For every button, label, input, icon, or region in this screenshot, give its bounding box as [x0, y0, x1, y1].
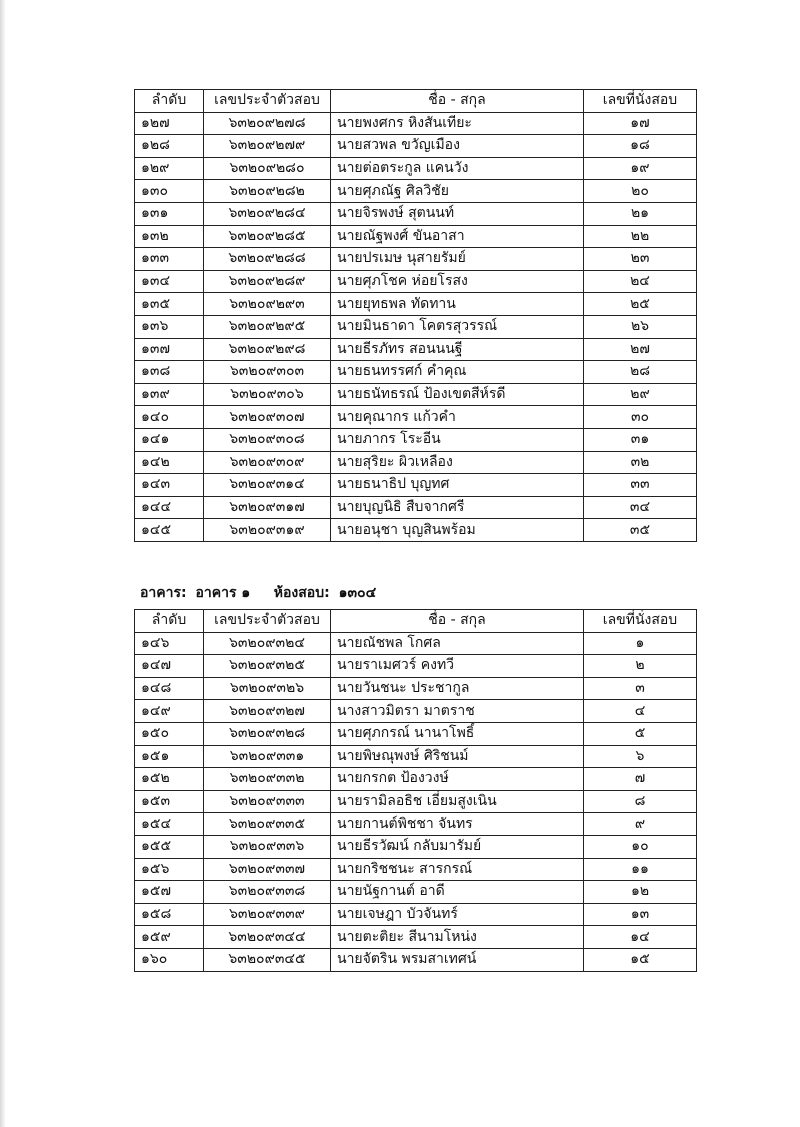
cell-name: นายพงศกร หิงสันเทียะ: [331, 112, 584, 135]
cell-name: นายคุณากร แก้วคำ: [331, 406, 584, 429]
cell-exam-id: ๖๓๒๐๙๒๘๕: [204, 225, 331, 248]
cell-seq: ๑๕๑: [135, 745, 204, 768]
cell-seat: ๑๔: [584, 926, 697, 949]
cell-exam-id: ๖๓๒๐๙๒๙๕: [204, 315, 331, 338]
header-exam-id: เลขประจำตัวสอบ: [204, 610, 331, 633]
cell-name: นายตะติยะ สีนามโหน่ง: [331, 926, 584, 949]
cell-exam-id: ๖๓๒๐๙๒๗๘: [204, 112, 331, 135]
cell-seq: ๑๒๘: [135, 135, 204, 158]
cell-seat: ๑: [584, 632, 697, 655]
header-exam-id: เลขประจำตัวสอบ: [204, 90, 331, 113]
page-edge-shadow: [0, 0, 6, 1127]
cell-seq: ๑๕๖: [135, 858, 204, 881]
cell-name: นายธีรภัทร สอนนนฐี: [331, 338, 584, 361]
table-row: [135, 813, 697, 836]
cell-seq: ๑๓๒: [135, 225, 204, 248]
table-row: [135, 655, 697, 678]
cell-name: นายราเมศวร์ คงทวี: [331, 655, 584, 678]
cell-name: นายสวพล ขวัญเมือง: [331, 135, 584, 158]
cell-seat: ๓: [584, 677, 697, 700]
cell-seq: ๑๔๕: [135, 519, 204, 542]
cell-seat: ๖: [584, 745, 697, 768]
cell-name: นายกรกต ป้องวงษ์: [331, 768, 584, 791]
cell-exam-id: ๖๓๒๐๙๓๐๓: [204, 361, 331, 384]
cell-seat: ๓๑: [584, 428, 697, 451]
exam-seating-table-1: [134, 89, 697, 542]
cell-name: นายธนาธิป บุญทศ: [331, 474, 584, 497]
table-row: [135, 722, 697, 745]
table-row: [135, 768, 697, 791]
cell-seat: ๗: [584, 768, 697, 791]
cell-seq: ๑๕๘: [135, 903, 204, 926]
table-row: [135, 858, 697, 881]
table-row: [135, 700, 697, 723]
cell-seat: ๑๗: [584, 112, 697, 135]
cell-seq: ๑๕๔: [135, 813, 204, 836]
cell-seat: ๓๓: [584, 474, 697, 497]
cell-seat: ๒๒: [584, 225, 697, 248]
cell-seat: ๒๔: [584, 270, 697, 293]
cell-name: นายจัตริน พรมสาเทศน์: [331, 948, 584, 971]
cell-name: นายต่อตระกูล แคนวัง: [331, 157, 584, 180]
cell-seat: ๒๑: [584, 202, 697, 225]
cell-seat: ๑๑: [584, 858, 697, 881]
cell-exam-id: ๖๓๒๐๙๓๒๗: [204, 700, 331, 723]
cell-seat: ๓๒: [584, 451, 697, 474]
cell-exam-id: ๖๓๒๐๙๓๓๑: [204, 745, 331, 768]
cell-name: นายศุภโชค ห่อยโรสง: [331, 270, 584, 293]
table-row: [135, 406, 697, 429]
cell-exam-id: ๖๓๒๐๙๓๓๗: [204, 858, 331, 881]
header-seq: ลำดับ: [135, 610, 204, 633]
cell-seq: ๑๓๕: [135, 293, 204, 316]
cell-name: นายธนัทธรณ์ ป้องเขตสีห์รดี: [331, 383, 584, 406]
cell-seq: ๑๕๐: [135, 722, 204, 745]
cell-exam-id: ๖๓๒๐๙๓๓๓: [204, 790, 331, 813]
cell-name: นายศุภณัฐ ศิลวิชัย: [331, 180, 584, 203]
cell-name: นายภากร โระอีน: [331, 428, 584, 451]
cell-seq: ๑๔๔: [135, 496, 204, 519]
cell-name: นางสาวมิตรา มาตราช: [331, 700, 584, 723]
cell-seq: ๑๔๑: [135, 428, 204, 451]
cell-seat: ๓๔: [584, 496, 697, 519]
cell-exam-id: ๖๓๒๐๙๒๘๘: [204, 248, 331, 271]
table-row: [135, 496, 697, 519]
cell-exam-id: ๖๓๒๐๙๒๘๐: [204, 157, 331, 180]
cell-exam-id: ๖๓๒๐๙๓๑๙: [204, 519, 331, 542]
cell-seat: ๒๗: [584, 338, 697, 361]
cell-seq: ๑๕๒: [135, 768, 204, 791]
cell-name: นายศุภกรณ์ นานาโพธิ์: [331, 722, 584, 745]
cell-exam-id: ๖๓๒๐๙๒๗๙: [204, 135, 331, 158]
cell-seq: ๑๒๙: [135, 157, 204, 180]
cell-name: นายมินธาดา โคตรสุวรรณ์: [331, 315, 584, 338]
cell-exam-id: ๖๓๒๐๙๓๒๕: [204, 655, 331, 678]
cell-exam-id: ๖๓๒๐๙๓๓๖: [204, 835, 331, 858]
cell-seq: ๑๕๗: [135, 881, 204, 904]
cell-name: นายธนทรรศก์ คำคุณ: [331, 361, 584, 384]
cell-seq: ๑๓๙: [135, 383, 204, 406]
cell-seat: ๑๙: [584, 157, 697, 180]
table-row: [135, 112, 697, 135]
cell-seq: ๑๓๑: [135, 202, 204, 225]
cell-seq: ๑๔๙: [135, 700, 204, 723]
cell-name: นายพิษณุพงษ์ ศิริชนม์: [331, 745, 584, 768]
cell-seat: ๒๘: [584, 361, 697, 384]
cell-seat: ๓๕: [584, 519, 697, 542]
table-row: [135, 790, 697, 813]
header-seat: เลขที่นั่งสอบ: [584, 610, 697, 633]
cell-exam-id: ๖๓๒๐๙๓๐๖: [204, 383, 331, 406]
table-row: [135, 474, 697, 497]
cell-name: นายเจษฎา บัวจันทร์: [331, 903, 584, 926]
cell-name: นายวันชนะ ประชากูล: [331, 677, 584, 700]
table-row: [135, 157, 697, 180]
cell-seat: ๒: [584, 655, 697, 678]
cell-seat: ๒๖: [584, 315, 697, 338]
cell-exam-id: ๖๓๒๐๙๓๐๗: [204, 406, 331, 429]
table-row: [135, 881, 697, 904]
cell-seat: ๒๕: [584, 293, 697, 316]
table-row: [135, 745, 697, 768]
cell-seq: ๑๓๐: [135, 180, 204, 203]
cell-seq: ๑๓๖: [135, 315, 204, 338]
cell-name: นายยุทธพล ทัดทาน: [331, 293, 584, 316]
cell-exam-id: ๖๓๒๐๙๓๐๘: [204, 428, 331, 451]
room-value: ๑๓๐๔: [338, 585, 377, 601]
cell-seat: ๕: [584, 722, 697, 745]
header-seat: เลขที่นั่งสอบ: [584, 90, 697, 113]
table-row: [135, 338, 697, 361]
cell-seq: ๑๔๗: [135, 655, 204, 678]
cell-seq: ๑๒๗: [135, 112, 204, 135]
exam-seating-table-2: [134, 609, 697, 972]
cell-exam-id: ๖๓๒๐๙๒๙๘: [204, 338, 331, 361]
table-header-row: [135, 90, 697, 113]
header-name: ชื่อ - สกุล: [331, 90, 584, 113]
cell-seq: ๑๔๐: [135, 406, 204, 429]
cell-name: นายปรเมษ นุสายรัมย์: [331, 248, 584, 271]
cell-seq: ๑๕๕: [135, 835, 204, 858]
table-row: [135, 903, 697, 926]
cell-seat: ๔: [584, 700, 697, 723]
cell-seq: ๑๖๐: [135, 948, 204, 971]
cell-seat: ๙: [584, 813, 697, 836]
cell-name: นายนัฐกานต์ อาดี: [331, 881, 584, 904]
cell-exam-id: ๖๓๒๐๙๓๔๕: [204, 948, 331, 971]
cell-name: นายรามิลอธิช เอี่ยมสูงเนิน: [331, 790, 584, 813]
table-row: [135, 135, 697, 158]
cell-name: นายกานต์พิชชา จันทร: [331, 813, 584, 836]
cell-seat: ๑๐: [584, 835, 697, 858]
table-row: [135, 519, 697, 542]
cell-exam-id: ๖๓๒๐๙๓๑๔: [204, 474, 331, 497]
table-row: [135, 926, 697, 949]
cell-seq: ๑๔๖: [135, 632, 204, 655]
building-value: อาคาร ๑: [195, 585, 251, 601]
cell-seat: ๒๐: [584, 180, 697, 203]
cell-exam-id: ๖๓๒๐๙๓๓๙: [204, 903, 331, 926]
cell-name: นายสุริยะ ผิวเหลือง: [331, 451, 584, 474]
cell-seq: ๑๓๔: [135, 270, 204, 293]
cell-name: นายบุญนิธิ สืบจากศรี: [331, 496, 584, 519]
cell-exam-id: ๖๓๒๐๙๓๒๖: [204, 677, 331, 700]
table-row: [135, 270, 697, 293]
table-row: [135, 361, 697, 384]
table-row: [135, 383, 697, 406]
cell-exam-id: ๖๓๒๐๙๓๒๔: [204, 632, 331, 655]
cell-seq: ๑๓๘: [135, 361, 204, 384]
table-row: [135, 293, 697, 316]
cell-name: นายธีรวัฒน์ กลับมารัมย์: [331, 835, 584, 858]
cell-exam-id: ๖๓๒๐๙๒๙๓: [204, 293, 331, 316]
room-label: ห้องสอบ:: [273, 585, 330, 601]
header-name: ชื่อ - สกุล: [331, 610, 584, 633]
cell-seq: ๑๕๙: [135, 926, 204, 949]
cell-seat: ๘: [584, 790, 697, 813]
cell-name: นายอนุชา บุญสินพร้อม: [331, 519, 584, 542]
table-row: [135, 315, 697, 338]
cell-exam-id: ๖๓๒๐๙๓๒๘: [204, 722, 331, 745]
table-row: [135, 948, 697, 971]
cell-seat: ๑๒: [584, 881, 697, 904]
table-row: [135, 180, 697, 203]
cell-exam-id: ๖๓๒๐๙๒๘๙: [204, 270, 331, 293]
cell-exam-id: ๖๓๒๐๙๓๓๒: [204, 768, 331, 791]
cell-seq: ๑๕๓: [135, 790, 204, 813]
cell-exam-id: ๖๓๒๐๙๒๘๒: [204, 180, 331, 203]
header-seq: ลำดับ: [135, 90, 204, 113]
cell-name: นายจิรพงษ์ สุตนนท์: [331, 202, 584, 225]
cell-exam-id: ๖๓๒๐๙๒๘๔: [204, 202, 331, 225]
cell-seq: ๑๓๓: [135, 248, 204, 271]
cell-seq: ๑๔๒: [135, 451, 204, 474]
cell-exam-id: ๖๓๒๐๙๓๑๗: [204, 496, 331, 519]
table-row: [135, 248, 697, 271]
table-row: [135, 677, 697, 700]
cell-name: นายณัฐพงศ์ ขันอาสา: [331, 225, 584, 248]
cell-name: นายกริชชนะ สารกรณ์: [331, 858, 584, 881]
cell-exam-id: ๖๓๒๐๙๓๐๙: [204, 451, 331, 474]
cell-seq: ๑๓๗: [135, 338, 204, 361]
cell-seq: ๑๔๘: [135, 677, 204, 700]
table-row: [135, 451, 697, 474]
building-label: อาคาร:: [140, 585, 187, 601]
table-row: [135, 225, 697, 248]
table-row: [135, 202, 697, 225]
table-header-row: [135, 610, 697, 633]
table-row: [135, 835, 697, 858]
cell-seat: ๒๓: [584, 248, 697, 271]
table-row: [135, 632, 697, 655]
cell-seat: ๑๓: [584, 903, 697, 926]
table-2-body: [135, 632, 697, 971]
cell-seat: ๑๘: [584, 135, 697, 158]
table-row: [135, 428, 697, 451]
cell-seat: ๑๕: [584, 948, 697, 971]
cell-seq: ๑๔๓: [135, 474, 204, 497]
cell-exam-id: ๖๓๒๐๙๓๔๔: [204, 926, 331, 949]
cell-exam-id: ๖๓๒๐๙๓๓๘: [204, 881, 331, 904]
table-1-body: [135, 112, 697, 541]
cell-exam-id: ๖๓๒๐๙๓๓๕: [204, 813, 331, 836]
cell-name: นายณัชพล โกศล: [331, 632, 584, 655]
room-heading: [140, 582, 380, 604]
cell-seat: ๓๐: [584, 406, 697, 429]
cell-seat: ๒๙: [584, 383, 697, 406]
